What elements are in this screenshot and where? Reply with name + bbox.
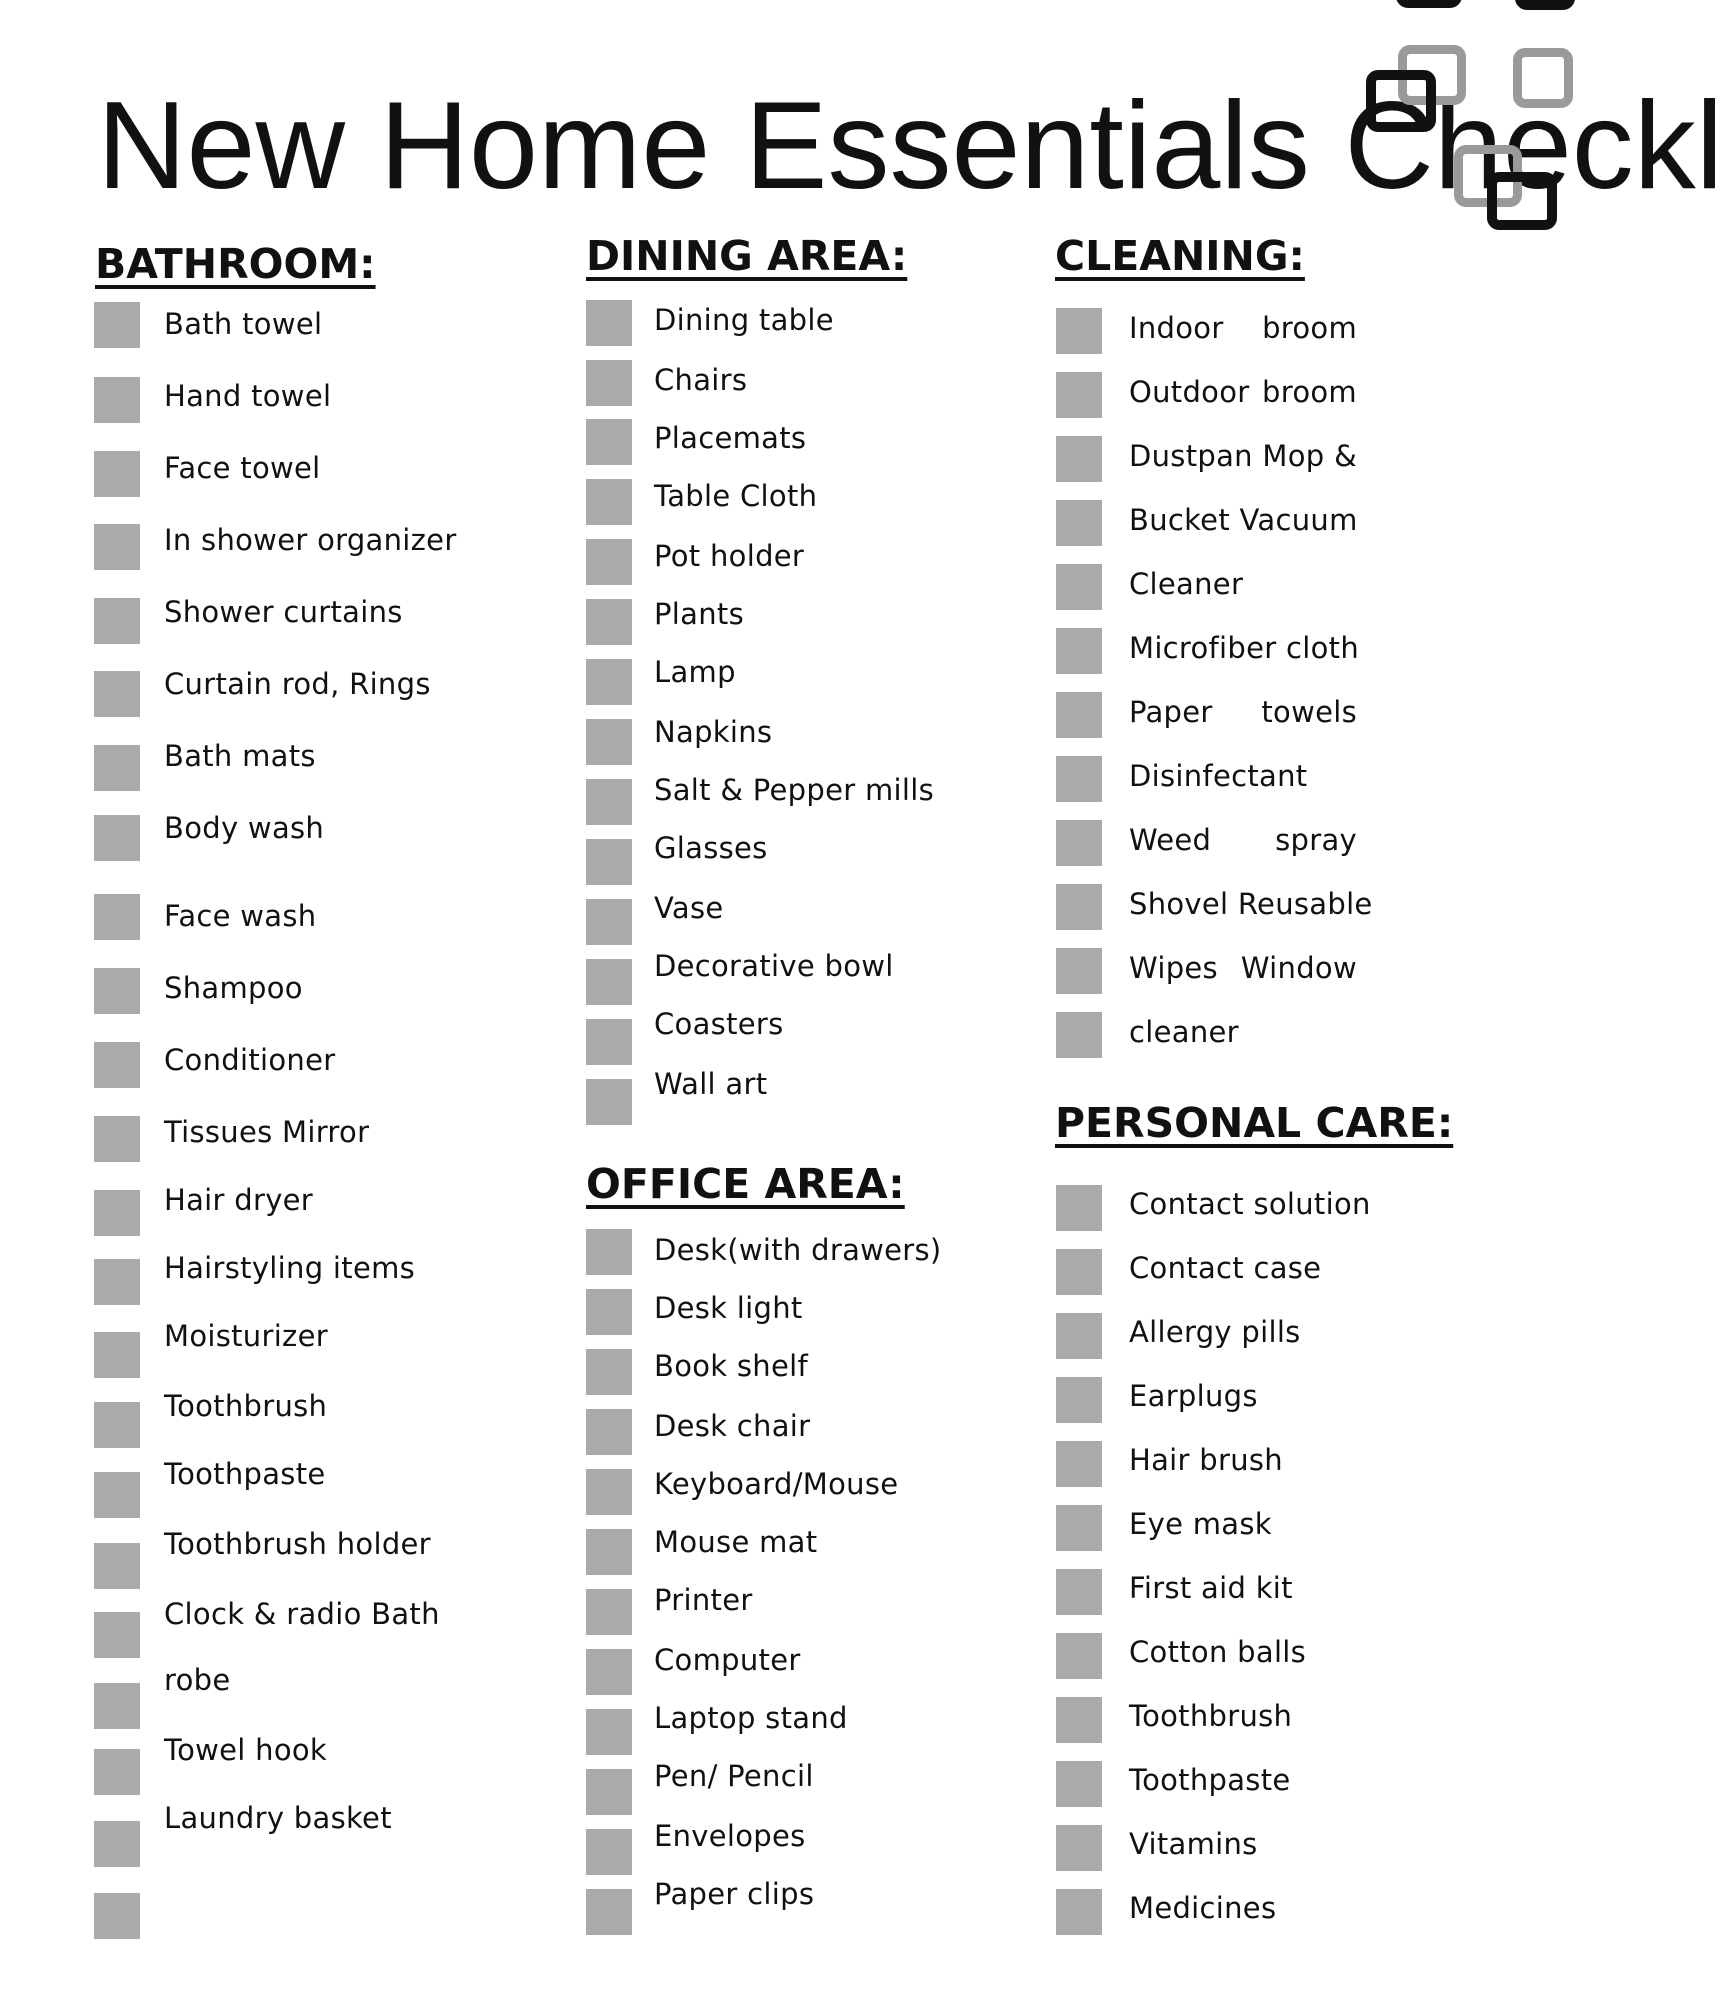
checkbox[interactable]	[94, 1042, 140, 1088]
checklist-item-label: Hairstyling items	[164, 1251, 416, 1285]
checkbox[interactable]	[586, 1289, 632, 1335]
checkbox[interactable]	[94, 1116, 140, 1162]
checklist-item-label: Medicines	[1129, 1891, 1277, 1925]
checkbox[interactable]	[586, 839, 632, 885]
checkbox[interactable]	[1056, 308, 1102, 354]
checkbox[interactable]	[94, 598, 140, 644]
checklist-item-label: Moisturizer	[164, 1319, 328, 1353]
checkbox[interactable]	[1056, 1697, 1102, 1743]
checklist-item-label: cleaner	[1129, 1015, 1239, 1049]
checkbox[interactable]	[1056, 436, 1102, 482]
checklist-item-label: Book shelf	[654, 1349, 808, 1383]
checkbox[interactable]	[1056, 692, 1102, 738]
checkbox[interactable]	[586, 1409, 632, 1455]
checklist-item-label: Paper towels	[1129, 695, 1357, 729]
checklist-item-label: Toothbrush	[164, 1389, 328, 1423]
checkbox[interactable]	[586, 1349, 632, 1395]
checklist-item-label: Curtain rod, Rings	[164, 667, 431, 701]
checkbox[interactable]	[94, 451, 140, 497]
checklist-item-label: Napkins	[654, 715, 773, 749]
checkbox[interactable]	[94, 894, 140, 940]
checklist-item-label: Shower curtains	[164, 595, 403, 629]
checkbox[interactable]	[94, 1893, 140, 1939]
checklist-item-label: Computer	[654, 1643, 801, 1677]
checklist-item-label: Bath mats	[164, 739, 316, 773]
checklist-item-label: Body wash	[164, 811, 325, 845]
checklist-item-label: Coasters	[654, 1007, 784, 1041]
checkbox[interactable]	[1056, 1377, 1102, 1423]
checklist-item-label: Chairs	[654, 363, 748, 397]
checklist-item-label: Desk chair	[654, 1409, 811, 1443]
checkbox[interactable]	[1056, 1633, 1102, 1679]
checkbox[interactable]	[586, 1769, 632, 1815]
checklist-item-label: Paper clips	[654, 1877, 815, 1911]
checkbox[interactable]	[586, 659, 632, 705]
checkbox[interactable]	[586, 959, 632, 1005]
checkbox[interactable]	[586, 419, 632, 465]
checkbox[interactable]	[1056, 1185, 1102, 1231]
checkbox[interactable]	[1056, 564, 1102, 610]
checkbox[interactable]	[586, 300, 632, 346]
section-heading-office-area: OFFICE AREA:	[586, 1160, 905, 1208]
checklist-item-label: Contact solution	[1129, 1187, 1371, 1221]
checkbox[interactable]	[1056, 1505, 1102, 1551]
checklist-item-label: Bucket Vacuum	[1129, 503, 1358, 537]
page-title: New Home Essentials Checkl	[97, 77, 1723, 215]
checkbox[interactable]	[1056, 628, 1102, 674]
checkbox[interactable]	[586, 1529, 632, 1575]
checkbox[interactable]	[586, 899, 632, 945]
checklist-item-label: Towel hook	[164, 1733, 328, 1767]
checklist-item-label: Hair brush	[1129, 1443, 1283, 1477]
checklist-item-label: Hand towel	[164, 379, 332, 413]
decor-square	[1515, 0, 1575, 10]
checklist-item-label: Printer	[654, 1583, 753, 1617]
section-heading-cleaning: CLEANING:	[1055, 232, 1305, 280]
checkbox[interactable]	[586, 539, 632, 585]
decor-square	[1396, 0, 1462, 8]
checkbox[interactable]	[1056, 1889, 1102, 1935]
checkbox[interactable]	[94, 1821, 140, 1867]
checkbox[interactable]	[94, 1683, 140, 1729]
checklist-item-label: Shovel Reusable	[1129, 887, 1373, 921]
checklist-item-label: Earplugs	[1129, 1379, 1258, 1413]
checklist-item-label: Vitamins	[1129, 1827, 1258, 1861]
checklist-item-label: Indoor broom	[1129, 311, 1357, 345]
section-heading-personal-care: PERSONAL CARE:	[1055, 1099, 1454, 1147]
checkbox[interactable]	[94, 377, 140, 423]
checkbox[interactable]	[94, 671, 140, 717]
checkbox[interactable]	[1056, 756, 1102, 802]
checkbox[interactable]	[1056, 1012, 1102, 1058]
checklist-item-label: Cotton balls	[1129, 1635, 1307, 1669]
checklist-item-label: Keyboard/Mouse	[654, 1467, 899, 1501]
checklist-item-label: Eye mask	[1129, 1507, 1272, 1541]
checklist-item-label: Cleaner	[1129, 567, 1244, 601]
checkbox[interactable]	[94, 1190, 140, 1236]
checkbox[interactable]	[1056, 500, 1102, 546]
checklist-item-label: Weed spray	[1129, 823, 1357, 857]
checklist-item-label: Plants	[654, 597, 744, 631]
checklist-item-label: Conditioner	[164, 1043, 336, 1077]
checkbox[interactable]	[94, 1402, 140, 1448]
checklist-item-label: Face wash	[164, 899, 317, 933]
checklist-item-label: Outdoor broom	[1129, 375, 1357, 409]
checklist-item-label: Contact case	[1129, 1251, 1322, 1285]
checklist-item-label: Tissues Mirror	[164, 1115, 370, 1149]
checkbox[interactable]	[586, 479, 632, 525]
decor-square	[1513, 48, 1573, 108]
checkbox[interactable]	[586, 1709, 632, 1755]
checklist-item-label: Glasses	[654, 831, 768, 865]
checkbox[interactable]	[94, 745, 140, 791]
checkbox[interactable]	[1056, 1761, 1102, 1807]
checklist-item-label: Toothbrush	[1129, 1699, 1293, 1733]
checklist-item-label: Allergy pills	[1129, 1315, 1301, 1349]
checklist-item-label: Salt & Pepper mills	[654, 773, 934, 807]
checklist-item-label: Dining table	[654, 303, 834, 337]
checklist-item-label: robe	[164, 1663, 231, 1697]
checklist-item-label: Bath towel	[164, 307, 323, 341]
checklist-item-label: Microfiber cloth	[1129, 631, 1360, 665]
checklist-item-label: Shampoo	[164, 971, 303, 1005]
checkbox[interactable]	[586, 1649, 632, 1695]
checkbox[interactable]	[94, 815, 140, 861]
checkbox[interactable]	[586, 1829, 632, 1875]
checkbox[interactable]	[586, 1229, 632, 1275]
checkbox[interactable]	[586, 719, 632, 765]
checklist-item-label: Pot holder	[654, 539, 805, 573]
checkbox[interactable]	[94, 1332, 140, 1378]
checkbox[interactable]	[94, 1259, 140, 1305]
checklist-item-label: Disinfectant	[1129, 759, 1308, 793]
checkbox[interactable]	[94, 302, 140, 348]
checkbox[interactable]	[94, 1543, 140, 1589]
checkbox[interactable]	[1056, 1313, 1102, 1359]
checklist-item-label: Desk light	[654, 1291, 803, 1325]
checkbox[interactable]	[586, 1889, 632, 1935]
checkbox[interactable]	[1056, 1249, 1102, 1295]
checklist-item-label: Mouse mat	[654, 1525, 818, 1559]
checklist-item-label: Desk(with drawers)	[654, 1233, 942, 1267]
checklist-item-label: Wall art	[654, 1067, 768, 1101]
checkbox[interactable]	[1056, 820, 1102, 866]
checkbox[interactable]	[1056, 884, 1102, 930]
checkbox[interactable]	[586, 360, 632, 406]
checkbox[interactable]	[586, 1589, 632, 1635]
checklist-item-label: Laptop stand	[654, 1701, 848, 1735]
checkbox[interactable]	[1056, 1825, 1102, 1871]
checklist-item-label: In shower organizer	[164, 523, 457, 557]
checklist-item-label: Clock & radio Bath	[164, 1597, 440, 1631]
checkbox[interactable]	[94, 1749, 140, 1795]
checkbox[interactable]	[586, 1469, 632, 1515]
decor-square	[1366, 70, 1436, 132]
checkbox[interactable]	[94, 1612, 140, 1658]
checkbox[interactable]	[94, 524, 140, 570]
checkbox[interactable]	[1056, 1441, 1102, 1487]
checkbox[interactable]	[1056, 372, 1102, 418]
section-heading-bathroom: BATHROOM:	[95, 240, 376, 288]
checkbox[interactable]	[586, 1019, 632, 1065]
checkbox[interactable]	[94, 968, 140, 1014]
checklist-item-label: Placemats	[654, 421, 807, 455]
checklist-item-label: Lamp	[654, 655, 736, 689]
checklist-item-label: Laundry basket	[164, 1801, 392, 1835]
checklist-item-label: Dustpan Mop &	[1129, 439, 1357, 473]
checklist-item-label: Vase	[654, 891, 724, 925]
checklist-item-label: Toothpaste	[164, 1457, 326, 1491]
checklist-item-label: Hair dryer	[164, 1183, 314, 1217]
checkbox[interactable]	[1056, 948, 1102, 994]
decor-square	[1487, 172, 1557, 230]
checklist-item-label: Envelopes	[654, 1819, 806, 1853]
checkbox[interactable]	[586, 779, 632, 825]
checklist-item-label: Decorative bowl	[654, 949, 894, 983]
checkbox[interactable]	[1056, 1569, 1102, 1615]
checkbox[interactable]	[586, 599, 632, 645]
checklist-item-label: Toothbrush holder	[164, 1527, 431, 1561]
checklist-item-label: Wipes Window	[1129, 951, 1357, 985]
section-heading-dining-area: DINING AREA:	[586, 232, 908, 280]
checklist-item-label: Face towel	[164, 451, 321, 485]
checkbox[interactable]	[586, 1079, 632, 1125]
checkbox[interactable]	[94, 1472, 140, 1518]
checklist-item-label: Table Cloth	[654, 479, 818, 513]
checklist-item-label: First aid kit	[1129, 1571, 1293, 1605]
checklist-item-label: Toothpaste	[1129, 1763, 1291, 1797]
checklist-item-label: Pen/ Pencil	[654, 1759, 814, 1793]
